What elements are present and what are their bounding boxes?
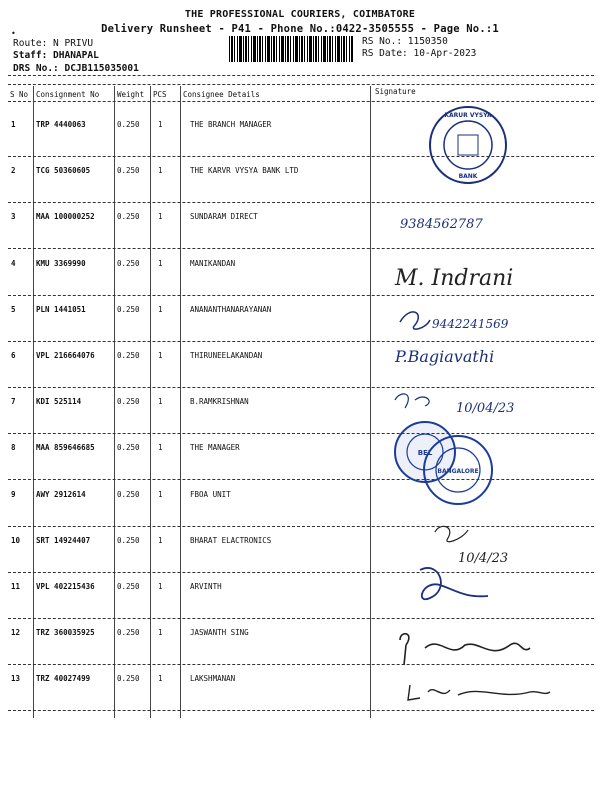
drs-number: DRS No.: DCJB115035001: [13, 63, 139, 74]
cell-pcs: 1: [158, 674, 163, 684]
cell-pcs: 1: [158, 397, 163, 407]
cell-pcs: 1: [158, 443, 163, 453]
cell-weight: 0.250: [117, 304, 140, 314]
rs-number: RS No.: 1150350: [362, 36, 448, 47]
column-divider: [33, 86, 34, 718]
cell-sno: 1: [11, 120, 16, 129]
cell-consignment: TRP 4440063: [36, 120, 86, 129]
header-pcs: PCS: [153, 90, 167, 99]
cell-consignee: ANANANTHANARAYANAN: [190, 304, 272, 314]
cell-weight: 0.250: [117, 489, 140, 499]
cell-sno: 5: [11, 304, 16, 314]
svg-text:BEL: BEL: [417, 449, 433, 457]
handwriting-row3: 9384562787: [400, 217, 483, 232]
handwriting-row6: P.Bagiavathi: [395, 347, 495, 366]
cell-weight: 0.250: [117, 258, 140, 268]
cell-consignment: MAA 859646685: [36, 443, 95, 453]
header-consignee: Consignee Details: [183, 90, 260, 99]
cell-consignee: JASWANTH SING: [190, 628, 249, 638]
cell-consignment: KDI 525114: [36, 397, 82, 407]
cell-pcs: 1: [158, 628, 163, 638]
cell-weight: 0.250: [117, 535, 140, 545]
cell-weight: 0.250: [117, 674, 140, 684]
svg-text:KARUR VYSYA: KARUR VYSYA: [444, 112, 492, 119]
cell-sno: 9: [11, 489, 16, 499]
signature-row10: [435, 526, 468, 541]
staff-label: Staff: DHANAPAL: [13, 50, 99, 61]
cell-pcs: 1: [158, 582, 163, 591]
header-sno: S No: [10, 90, 29, 99]
cell-consignee: ARVINTH: [190, 582, 222, 591]
cell-consignee: MANIKANDAN: [190, 258, 236, 268]
signature-row11: [420, 568, 488, 599]
cell-weight: 0.250: [117, 166, 140, 176]
cell-pcs: 1: [158, 489, 163, 499]
cell-consignee: SUNDARAM DIRECT: [190, 212, 258, 222]
cell-consignee: THE KARVR VYSYA BANK LTD: [190, 166, 299, 176]
cell-sno: 13: [11, 674, 21, 684]
svg-text:BANGALORE: BANGALORE: [437, 468, 479, 475]
cell-sno: 6: [11, 351, 16, 360]
cell-consignee: BHARAT ELACTRONICS: [190, 535, 272, 545]
signatures-area: [370, 100, 598, 710]
signature-row5: [400, 312, 430, 329]
mark-icon: •: [11, 29, 16, 38]
cell-consignment: VPL 402215436: [36, 582, 95, 591]
cell-weight: 0.250: [117, 443, 140, 453]
cell-consignee: FBOA UNIT: [190, 489, 231, 499]
signature-row12: [400, 634, 530, 665]
handwriting-row10: 10/4/23: [458, 551, 509, 566]
cell-consignee: B.RAMKRISHNAN: [190, 397, 249, 407]
cell-pcs: 1: [158, 258, 163, 268]
cell-consignment: TRZ 40027499: [36, 674, 91, 684]
cell-consignment: TRZ 360035925: [36, 628, 95, 638]
cell-pcs: 1: [158, 535, 163, 545]
cell-sno: 2: [11, 166, 16, 176]
cell-weight: 0.250: [117, 212, 140, 222]
cell-sno: 8: [11, 443, 16, 453]
signature-row7: [395, 394, 429, 408]
cell-pcs: 1: [158, 166, 163, 176]
cell-sno: 4: [11, 258, 16, 268]
cell-consignee: LAKSHMANAN: [190, 674, 236, 684]
cell-sno: 7: [11, 397, 16, 407]
runsheet-title: Delivery Runsheet - P41 - Phone No.:0422-3505555 - Page No.:1: [101, 23, 499, 35]
cell-consignment: SRT 14924407: [36, 535, 91, 545]
cell-pcs: 1: [158, 212, 163, 222]
header-divider: [8, 75, 594, 76]
signature-row13: [408, 685, 550, 700]
handwriting-row4: M. Indrani: [395, 266, 514, 291]
svg-text:BANK: BANK: [458, 173, 478, 180]
cell-consignee: THE MANAGER: [190, 443, 240, 453]
header-consignment: Consignment No: [36, 90, 100, 99]
cell-sno: 11: [11, 582, 21, 591]
cell-pcs: 1: [158, 120, 163, 129]
cell-sno: 12: [11, 628, 21, 638]
route-label: Route: N PRIVU: [13, 38, 94, 49]
header-divider-2: [8, 84, 594, 85]
cell-consignment: KMU 3369990: [36, 258, 86, 268]
cell-consignment: TCG 50360605: [36, 166, 91, 176]
cell-consignee: THIRUNEELAKANDAN: [190, 351, 263, 360]
cell-pcs: 1: [158, 351, 163, 360]
rs-date: RS Date: 10-Apr-2023: [362, 48, 477, 59]
cell-weight: 0.250: [117, 582, 140, 591]
cell-sno: 10: [11, 535, 21, 545]
cell-consignment: PLN 1441051: [36, 304, 86, 314]
header-weight: Weight: [117, 90, 145, 99]
karur-vysya-stamp: [430, 107, 506, 183]
company-title: THE PROFESSIONAL COURIERS, COIMBATORE: [184, 9, 416, 20]
cell-consignment: AWY 2912614: [36, 489, 86, 499]
cell-sno: 3: [11, 212, 16, 222]
cell-weight: 0.250: [117, 628, 140, 638]
barcode: [229, 36, 353, 62]
column-divider: [114, 86, 115, 718]
header-signature: Signature: [375, 87, 416, 96]
cell-weight: 0.250: [117, 397, 140, 407]
cell-pcs: 1: [158, 304, 163, 314]
cell-consignment: VPL 216664076: [36, 351, 95, 360]
handwriting-row5: 9442241569: [432, 317, 509, 331]
column-divider: [150, 86, 151, 718]
row-divider: [8, 710, 594, 711]
cell-weight: 0.250: [117, 351, 140, 360]
cell-consignee: THE BRANCH MANAGER: [190, 120, 272, 129]
cell-weight: 0.250: [117, 120, 140, 129]
column-divider: [180, 86, 181, 718]
handwriting-row7: 10/04/23: [456, 401, 515, 416]
cell-consignment: MAA 100000252: [36, 212, 95, 222]
